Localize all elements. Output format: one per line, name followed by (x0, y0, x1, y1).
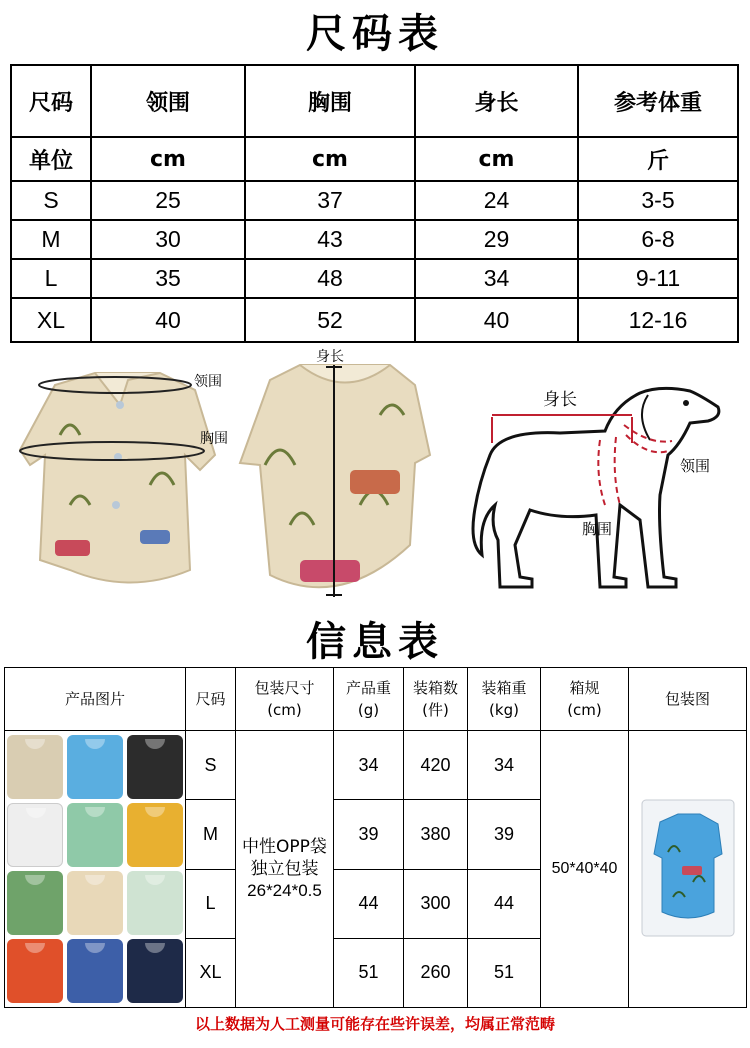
box-weight-unit: (kg) (489, 701, 519, 719)
measurement-diagram (0, 345, 750, 607)
product-image (67, 871, 123, 935)
header-count (404, 668, 468, 731)
weight-cell: 9-11 (578, 259, 738, 298)
size-cell: S (186, 731, 236, 800)
header-chest: 胸围 (245, 65, 415, 137)
box-weight-cell: 44 (468, 869, 541, 938)
header-pack-image: 包装图 (629, 668, 747, 731)
header-weight (334, 668, 404, 731)
header-weight: 参考体重 (578, 65, 738, 137)
neck-cell: 35 (91, 259, 245, 298)
length-label-dog: 身长 (543, 390, 577, 409)
weight-unit: (g) (357, 701, 380, 719)
size-cell: L (186, 869, 236, 938)
product-image (67, 939, 123, 1003)
table-row (11, 298, 738, 342)
header-neck: 领围 (91, 65, 245, 137)
header-box-spec (541, 668, 629, 731)
info-chart-title: 信息表 (306, 619, 444, 665)
header-pack-size (236, 668, 334, 731)
pack-size-label: 包装尺寸 (254, 679, 315, 697)
size-table-header-row (11, 65, 738, 137)
dog-illustration (473, 388, 719, 587)
packaging-dims: 26*24*0.5 (247, 881, 322, 900)
size-chart-title: 尺码表 (306, 11, 444, 57)
packaging-cell (236, 731, 334, 1008)
size-cell: L (11, 259, 91, 298)
table-row (11, 181, 738, 220)
product-image (127, 735, 183, 799)
size-cell: M (186, 800, 236, 869)
product-image (67, 803, 123, 867)
product-image (7, 939, 63, 1003)
size-table (10, 64, 739, 343)
neck-cell: 25 (91, 181, 245, 220)
length-cell: 24 (415, 181, 578, 220)
table-row (11, 220, 738, 259)
count-cell: 260 (404, 938, 468, 1007)
product-image (7, 735, 63, 799)
weight-cell: 39 (334, 800, 404, 869)
product-image (127, 939, 183, 1003)
weight-cell: 34 (334, 731, 404, 800)
info-table (4, 667, 747, 1008)
size-cell: M (11, 220, 91, 259)
unit-label: 单位 (11, 137, 91, 181)
weight-cell: 12-16 (578, 298, 738, 342)
chest-label-dog: 胸围 (582, 521, 613, 538)
weight-cell: 44 (334, 869, 404, 938)
header-length: 身长 (415, 65, 578, 137)
length-cell: 29 (415, 220, 578, 259)
chest-label-front: 胸围 (200, 430, 228, 446)
unit-weight: 斤 (578, 137, 738, 181)
header-size: 尺码 (11, 65, 91, 137)
count-label: 装箱数 (412, 679, 458, 697)
box-weight-cell: 51 (468, 938, 541, 1007)
count-cell: 420 (404, 731, 468, 800)
length-cell: 34 (415, 259, 578, 298)
shirt-front-illustration (20, 373, 215, 583)
neck-label-front: 领围 (194, 373, 222, 389)
weight-cell: 3-5 (578, 181, 738, 220)
neck-label-dog: 领围 (680, 458, 711, 475)
unit-neck: cm (91, 137, 245, 181)
weight-cell: 6-8 (578, 220, 738, 259)
size-cell: XL (186, 938, 236, 1007)
chest-cell: 37 (245, 181, 415, 220)
unit-chest: cm (245, 137, 415, 181)
table-row (5, 731, 747, 800)
product-image-grid (5, 731, 185, 1007)
shirt-back-illustration (240, 365, 430, 597)
product-image (67, 735, 123, 799)
box-spec-unit: (cm) (567, 701, 602, 719)
weight-cell: 51 (334, 938, 404, 1007)
pack-size-unit: (cm) (267, 701, 302, 719)
pack-image-cell (629, 731, 747, 1008)
box-weight-cell: 34 (468, 731, 541, 800)
count-unit: (件) (422, 701, 449, 719)
table-row (11, 259, 738, 298)
packaging-type: 中性OPP袋 (242, 837, 327, 857)
size-table-unit-row (11, 137, 738, 181)
unit-length: cm (415, 137, 578, 181)
header-size: 尺码 (186, 668, 236, 731)
length-cell: 40 (415, 298, 578, 342)
product-image (7, 871, 63, 935)
chest-cell: 48 (245, 259, 415, 298)
box-dims-cell: 50*40*40 (541, 731, 629, 1008)
length-label-back: 身长 (316, 348, 344, 364)
box-weight-cell: 39 (468, 800, 541, 869)
packaging-method: 独立包装 (250, 859, 319, 879)
product-images-cell (5, 731, 186, 1008)
header-box-weight (468, 668, 541, 731)
disclaimer-note: 以上数据为人工测量可能存在些许误差，均属正常范畴 (194, 1015, 555, 1033)
count-cell: 300 (404, 869, 468, 938)
product-image (127, 871, 183, 935)
size-cell: XL (11, 298, 91, 342)
neck-cell: 30 (91, 220, 245, 259)
box-weight-label: 装箱重 (481, 679, 527, 697)
chest-cell: 52 (245, 298, 415, 342)
chest-cell: 43 (245, 220, 415, 259)
info-table-header-row (5, 668, 747, 731)
count-cell: 380 (404, 800, 468, 869)
weight-label: 产品重 (345, 679, 391, 697)
header-product-image: 产品图片 (5, 668, 186, 731)
package-image (638, 792, 738, 942)
size-cell: S (11, 181, 91, 220)
product-image (127, 803, 183, 867)
product-image (7, 803, 63, 867)
neck-cell: 40 (91, 298, 245, 342)
box-spec-label: 箱规 (569, 679, 600, 697)
